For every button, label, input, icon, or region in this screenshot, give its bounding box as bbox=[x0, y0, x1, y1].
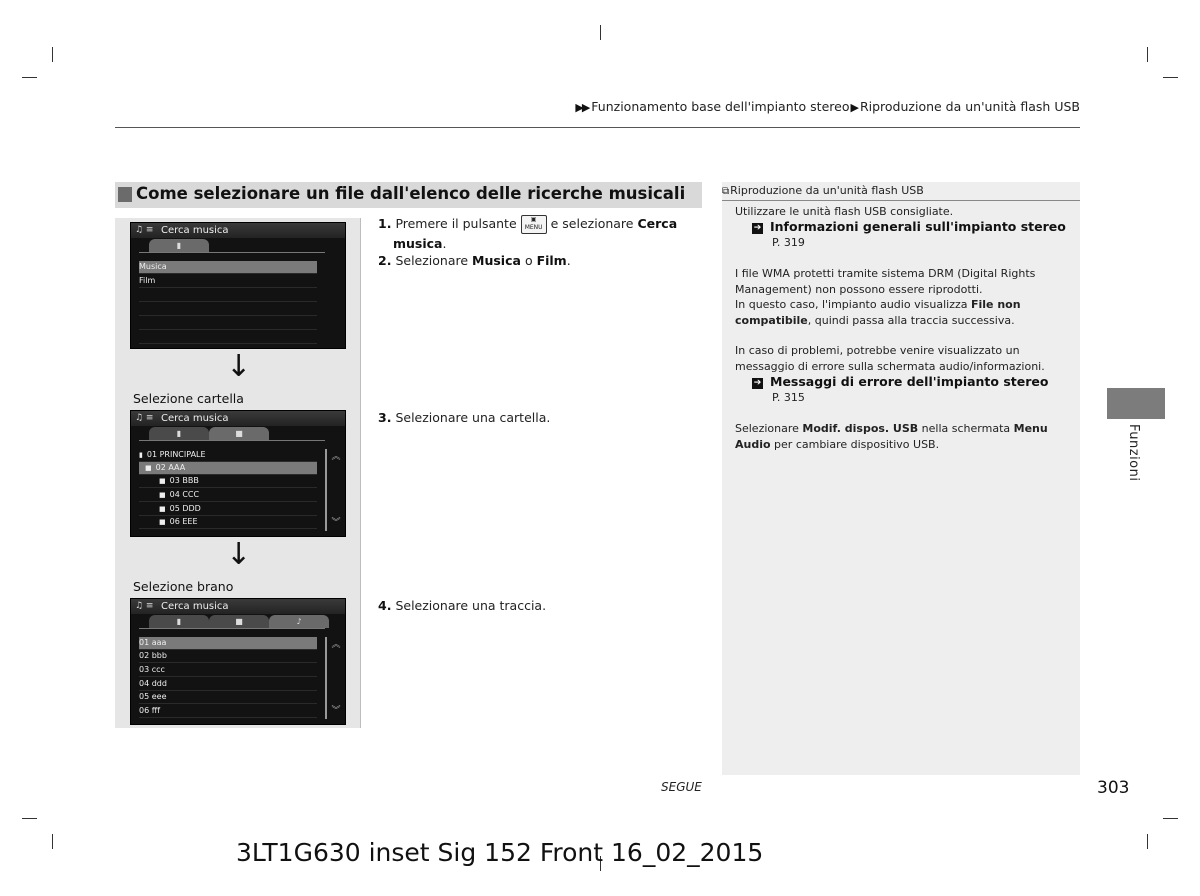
screen-cerca-musica-2 bbox=[130, 410, 346, 537]
info-text: nella schermata bbox=[921, 422, 1011, 435]
info-paragraph: In caso di problemi, potrebbe venire visualizzato un messaggio di errore sulla schermata audio/informazioni. bbox=[735, 344, 1045, 373]
info-bold: File non compatibile bbox=[735, 298, 1021, 327]
tab-divider bbox=[139, 252, 325, 253]
crop-mark bbox=[1163, 818, 1178, 819]
folder-icon: ■ bbox=[145, 464, 152, 472]
step-text: . bbox=[566, 253, 571, 268]
step-2 bbox=[378, 251, 571, 270]
step-text: . bbox=[442, 236, 447, 251]
step-bold: musica bbox=[393, 236, 443, 251]
list-item bbox=[139, 475, 317, 488]
list-item bbox=[139, 317, 317, 330]
cross-reference bbox=[752, 374, 1048, 389]
step-bold: Musica bbox=[472, 253, 521, 268]
scroll-down-icon: ︾ bbox=[331, 706, 341, 716]
down-arrow-icon: ↓ bbox=[226, 349, 252, 384]
crop-mark bbox=[1147, 47, 1148, 62]
usb-icon: ▮ bbox=[176, 429, 182, 438]
chapter-label: Funzioni bbox=[1126, 424, 1141, 482]
tab-divider bbox=[139, 440, 325, 441]
reference-page: P. 315 bbox=[772, 391, 805, 404]
breadcrumb-item: Funzionamento base dell'impianto stereo bbox=[591, 99, 850, 114]
down-arrow-icon: ↓ bbox=[226, 537, 252, 572]
tab-folder bbox=[209, 615, 269, 628]
usb-icon: ▮ bbox=[176, 617, 182, 626]
info-header bbox=[722, 182, 1080, 201]
step-text: Selezionare una cartella. bbox=[395, 410, 551, 425]
screen-cerca-musica-1 bbox=[130, 222, 346, 349]
screen-tabs bbox=[131, 239, 345, 252]
folder-name: 02 AAA bbox=[155, 463, 186, 472]
crop-mark bbox=[52, 834, 53, 849]
list-item bbox=[139, 331, 317, 344]
screen-title-bar bbox=[131, 223, 345, 238]
crop-mark bbox=[52, 47, 53, 62]
page-number: 303 bbox=[1097, 778, 1130, 798]
music-note-icon: ♫ ≡ bbox=[135, 413, 154, 423]
music-note-icon: ♪ bbox=[296, 617, 302, 626]
list-item bbox=[139, 289, 317, 302]
step-text: Selezionare una traccia. bbox=[395, 598, 547, 613]
breadcrumb-item: Riproduzione da un'unità flash USB bbox=[859, 99, 1080, 114]
reference-title: Informazioni generali sull'impianto stereo bbox=[770, 219, 1066, 234]
header-divider bbox=[115, 127, 1080, 128]
step-text: Premere il pulsante bbox=[395, 216, 517, 231]
reference-title: Messaggi di errore dell'impianto stereo bbox=[770, 374, 1049, 389]
figure-caption: Selezione cartella bbox=[133, 391, 244, 406]
folder-icon: ■ bbox=[159, 491, 166, 499]
folder-icon: ■ bbox=[159, 477, 166, 485]
folder-icon: ■ bbox=[235, 617, 243, 626]
screen-title-bar bbox=[131, 599, 345, 614]
arrow-right-icon: ➔ bbox=[753, 223, 762, 233]
square-bullet-icon bbox=[118, 187, 132, 202]
folder-name: 01 PRINCIPALE bbox=[146, 450, 206, 459]
chapter-tab bbox=[1107, 388, 1165, 419]
usb-icon: ▮ bbox=[139, 451, 143, 459]
info-paragraph bbox=[735, 297, 1075, 328]
print-slug: 3LT1G630 inset Sig 152 Front 16_02_2015 bbox=[236, 838, 764, 867]
screen-title-bar bbox=[131, 411, 345, 426]
section-title: Come selezionare un file dall'elenco delle ricerche musicali bbox=[136, 184, 686, 203]
folder-name: 05 DDD bbox=[169, 504, 201, 513]
list-item bbox=[139, 303, 317, 316]
info-sidebar bbox=[722, 182, 1080, 775]
step-number: 2. bbox=[378, 253, 392, 268]
list-item: 05 eee bbox=[139, 691, 317, 704]
screen-title: Cerca musica bbox=[161, 225, 229, 236]
double-chevron-icon: ⧉ bbox=[722, 186, 730, 197]
arrow-right-icon: ➔ bbox=[753, 378, 762, 388]
cross-reference bbox=[752, 219, 1066, 234]
info-paragraph bbox=[735, 421, 1075, 452]
step-text: e selezionare bbox=[550, 216, 634, 231]
screen-tabs bbox=[131, 615, 345, 628]
info-paragraph: I file WMA protetti tramite sistema DRM (Digital Rights Management) non possono essere riprodotti. bbox=[735, 267, 1036, 296]
screen-cerca-musica-3 bbox=[130, 598, 346, 725]
crop-mark bbox=[22, 77, 37, 78]
info-text: Selezionare bbox=[735, 422, 799, 435]
step-1 bbox=[378, 214, 688, 253]
step-4 bbox=[378, 596, 546, 615]
tab-device bbox=[149, 239, 209, 252]
screen-title: Cerca musica bbox=[161, 413, 229, 424]
reference-page: P. 319 bbox=[772, 236, 805, 249]
tab-folder bbox=[209, 427, 269, 440]
continued-label: SEGUE bbox=[661, 780, 702, 794]
step-text: Selezionare bbox=[395, 253, 469, 268]
music-note-icon: ♫ ≡ bbox=[135, 601, 154, 611]
scroll-up-icon: ︽ bbox=[331, 640, 341, 650]
info-header-text: Riproduzione da un'unità flash USB bbox=[730, 184, 924, 197]
menu-button-icon: ▣ MENU bbox=[521, 215, 547, 234]
crop-mark bbox=[600, 25, 601, 40]
step-bold: Cerca bbox=[637, 216, 678, 231]
tab-divider bbox=[139, 628, 325, 629]
folder-icon: ■ bbox=[159, 518, 166, 526]
list-item bbox=[139, 503, 317, 516]
info-paragraph: Utilizzare le unità flash USB consigliate. bbox=[735, 205, 954, 218]
info-text: In questo caso, l'impianto audio visualizza bbox=[735, 298, 968, 311]
folder-name: 06 EEE bbox=[169, 517, 198, 526]
info-text: , quindi passa alla traccia successiva. bbox=[807, 313, 1015, 327]
folder-icon: ■ bbox=[159, 505, 166, 513]
folder-name: 04 CCC bbox=[169, 490, 200, 499]
crop-mark bbox=[1163, 77, 1178, 78]
list-item bbox=[139, 516, 317, 529]
list-item: 02 bbb bbox=[139, 650, 317, 663]
tab-device bbox=[149, 427, 209, 440]
usb-icon: ▮ bbox=[176, 241, 182, 250]
double-triangle-icon: ▶▶ bbox=[575, 101, 589, 114]
list-item bbox=[139, 449, 317, 462]
section-heading bbox=[115, 182, 702, 208]
step-text: o bbox=[524, 253, 533, 268]
list-item: Musica bbox=[139, 261, 317, 274]
step-bold: Film bbox=[536, 253, 567, 268]
info-bold: Menu Audio bbox=[735, 422, 1048, 451]
music-note-icon: ♫ ≡ bbox=[135, 225, 154, 235]
figure-caption: Selezione brano bbox=[133, 579, 234, 594]
scroll-down-icon: ︾ bbox=[331, 518, 341, 528]
step-number: 4. bbox=[378, 598, 392, 613]
screen-title: Cerca musica bbox=[161, 601, 229, 612]
list-item: 01 aaa bbox=[139, 637, 317, 650]
triangle-icon: ▶ bbox=[850, 101, 859, 114]
list-item: Film bbox=[139, 275, 317, 288]
breadcrumb bbox=[575, 99, 1080, 114]
screen-tabs bbox=[131, 427, 345, 440]
tab-track bbox=[269, 615, 329, 628]
scroll-up-icon: ︽ bbox=[331, 452, 341, 462]
list-item: 03 ccc bbox=[139, 664, 317, 677]
step-3 bbox=[378, 408, 550, 427]
list-item: 06 fff bbox=[139, 705, 317, 718]
crop-mark bbox=[22, 818, 37, 819]
info-bold: Modif. dispos. USB bbox=[802, 422, 919, 435]
list-item bbox=[139, 489, 317, 502]
folder-icon: ■ bbox=[235, 429, 243, 438]
scrollbar bbox=[325, 449, 327, 531]
list-item: 04 ddd bbox=[139, 678, 317, 691]
step-number: 3. bbox=[378, 410, 392, 425]
step-number: 1. bbox=[378, 216, 392, 231]
crop-mark bbox=[1147, 834, 1148, 849]
list-item bbox=[139, 462, 317, 475]
menu-button-label: MENU bbox=[524, 224, 543, 231]
scrollbar bbox=[325, 637, 327, 719]
info-text: per cambiare dispositivo USB. bbox=[774, 437, 940, 451]
tab-device bbox=[149, 615, 209, 628]
folder-name: 03 BBB bbox=[169, 476, 199, 485]
